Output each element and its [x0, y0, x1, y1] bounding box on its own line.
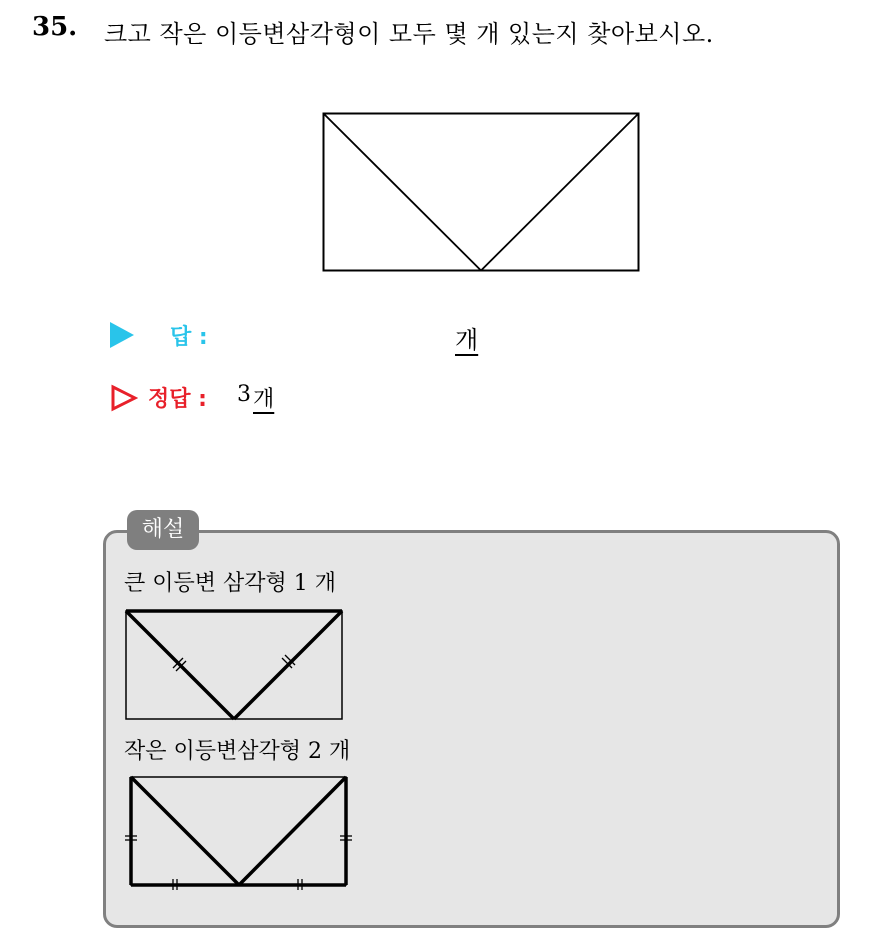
answer-unit: 개 [455, 326, 479, 354]
rectangle [324, 114, 639, 271]
small-triangles-figure [124, 774, 354, 890]
explanation-line-small: 작은 이등변삼각형 2 개 [124, 739, 351, 764]
problem-figure [322, 112, 642, 274]
correct-answer-row [110, 380, 510, 420]
question-number: 35. [32, 12, 78, 42]
outline-triangle-icon [110, 384, 138, 412]
explanation-line-large: 큰 이등변 삼각형 1 개 [124, 571, 336, 596]
right-diagonal [481, 114, 639, 271]
large-triangle-figure [124, 608, 346, 722]
question-text: 크고 작은 이등변삼각형이 모두 몇 개 있는지 찾아보시오. [104, 20, 714, 48]
correct-unit: 개 [253, 387, 275, 412]
play-triangle-icon [110, 322, 134, 348]
answer-row [110, 318, 510, 354]
correct-label: 정답 : [148, 387, 207, 412]
left-diagonal [324, 114, 482, 271]
explanation-tag: 해설 [127, 510, 199, 550]
correct-value: 3 [237, 382, 251, 407]
answer-label: 답 : [170, 325, 208, 350]
